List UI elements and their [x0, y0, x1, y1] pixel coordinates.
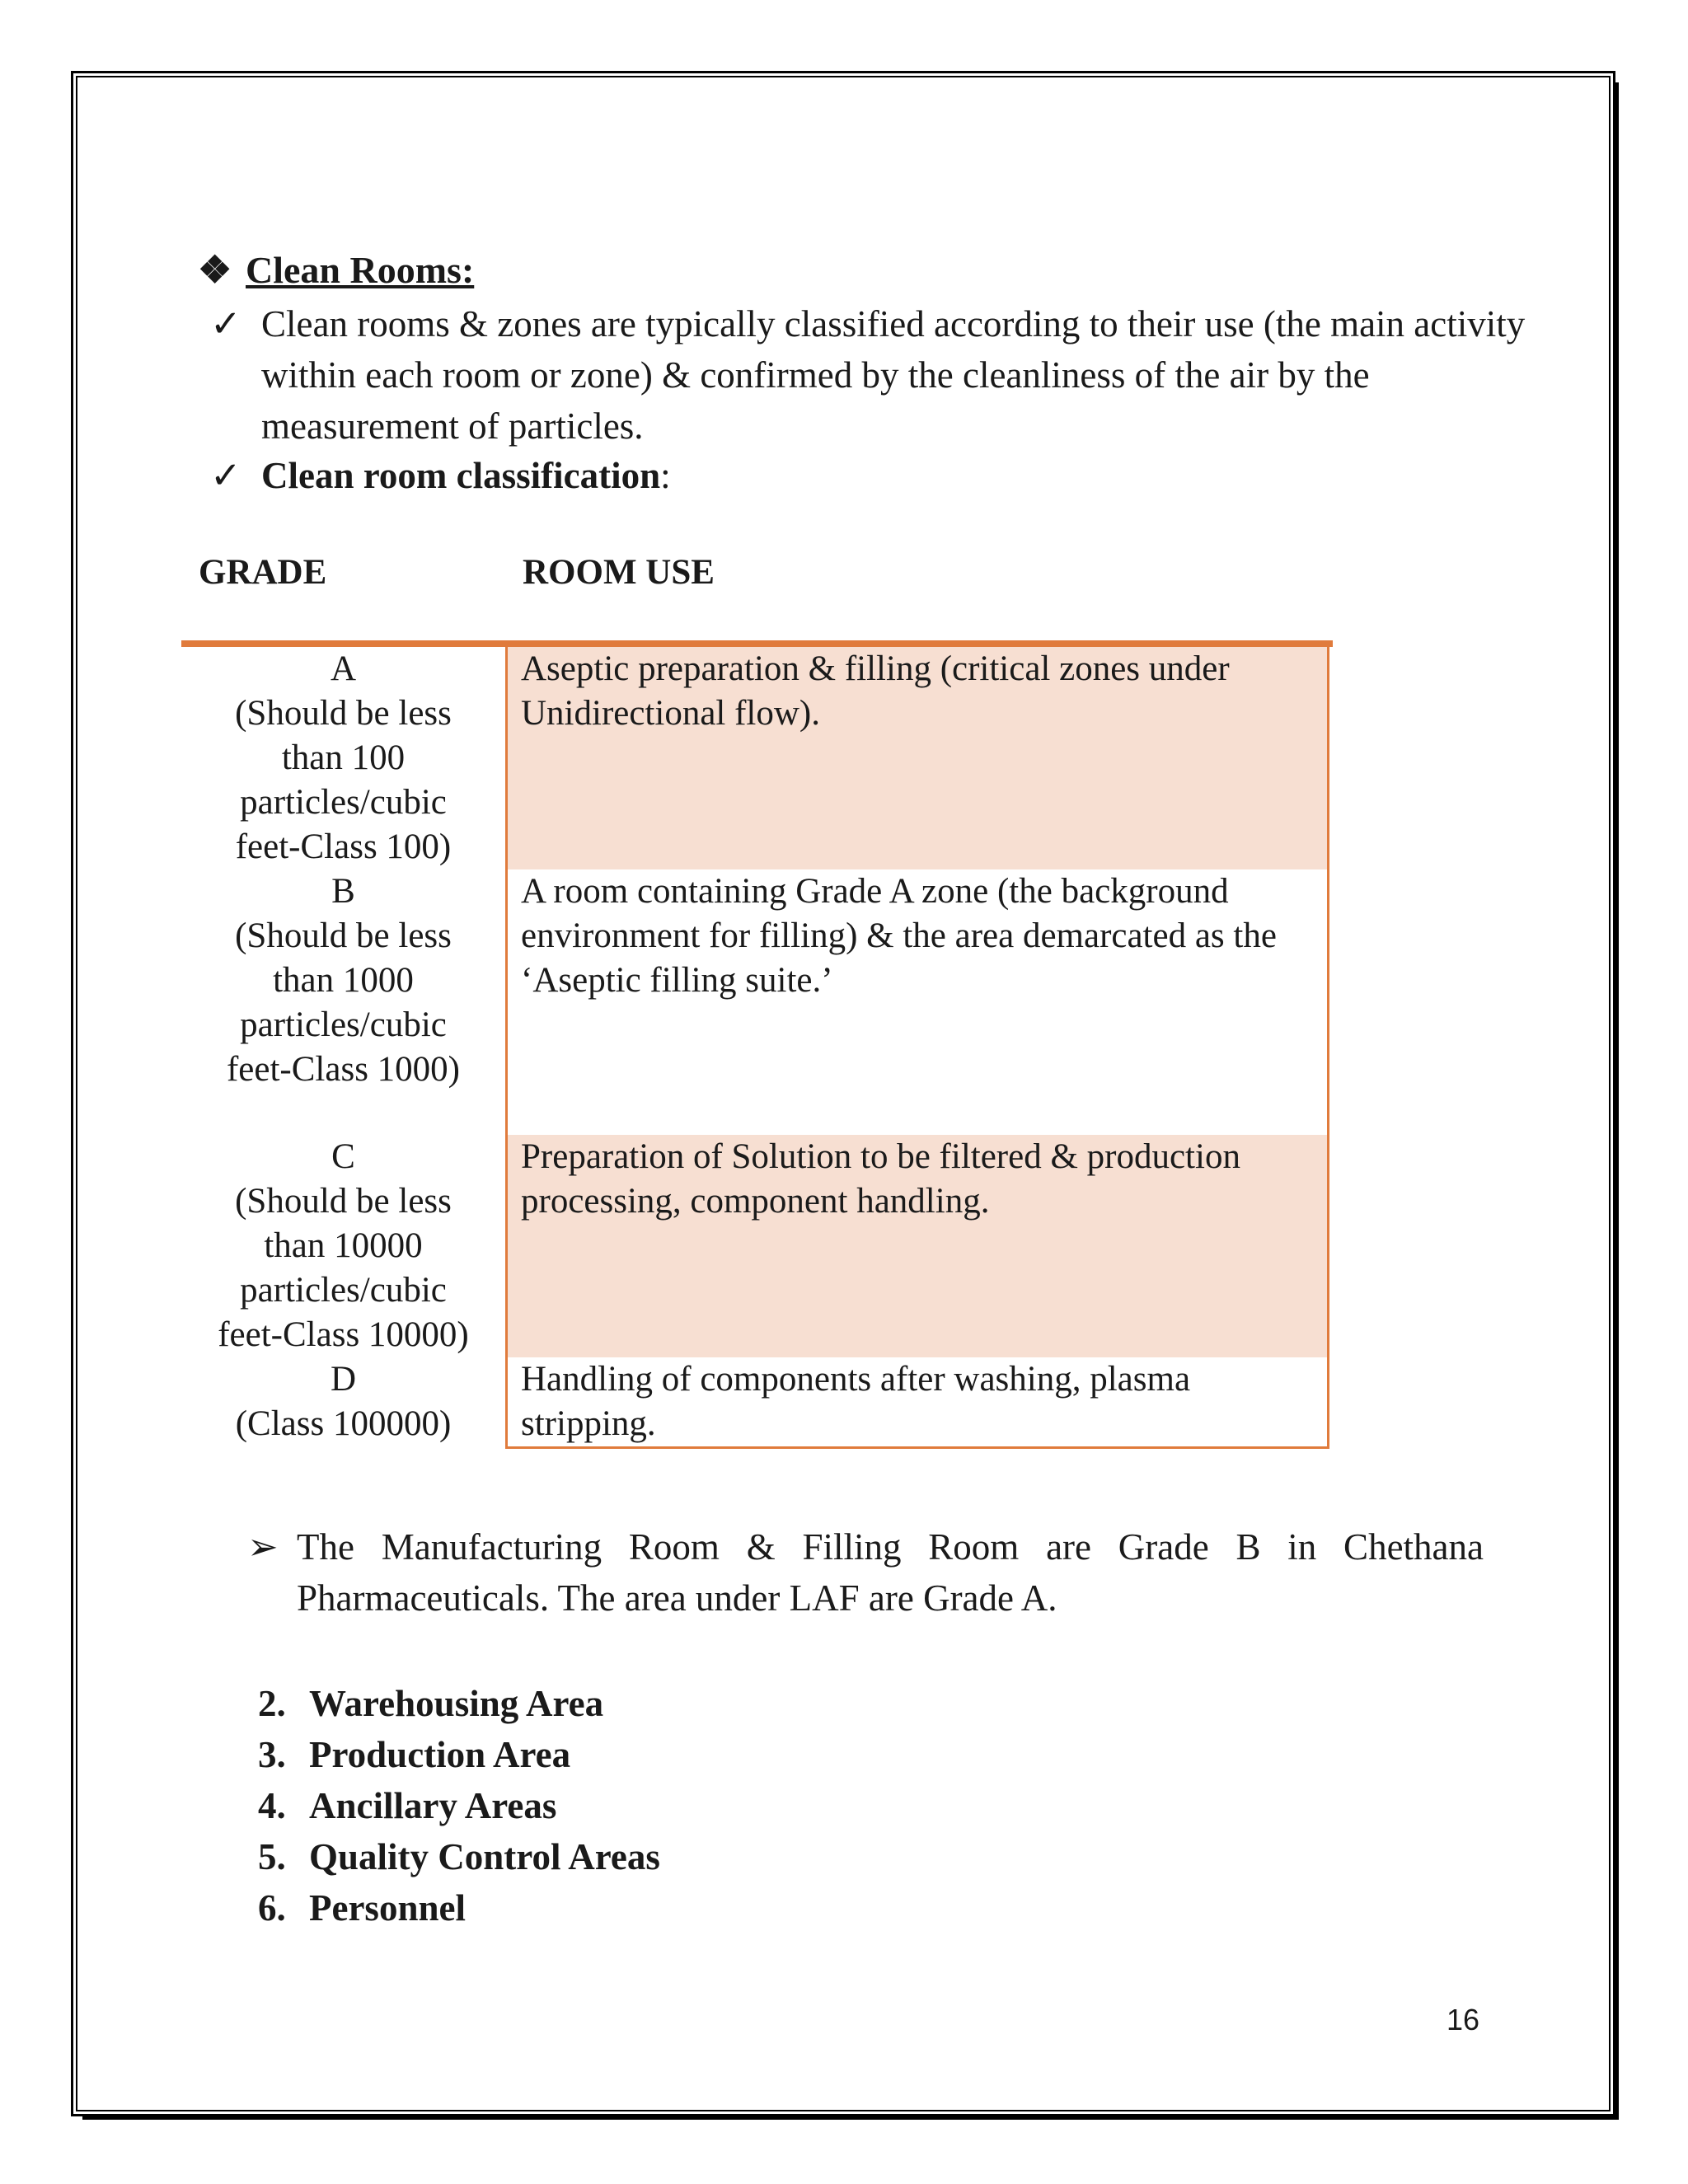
grade-line: (Should be less — [235, 916, 452, 955]
grade-line: feet-Class 10000) — [218, 1315, 469, 1354]
four-diamond-icon: ❖ — [198, 249, 232, 291]
classification-label: Clean room classification — [261, 455, 661, 496]
checkmark-icon: ✓ — [210, 455, 241, 496]
grade-line: A — [330, 649, 357, 688]
column-header-room-use: ROOM USE — [523, 553, 715, 592]
arrowhead-icon: ➢ — [247, 1526, 279, 1568]
check-point-text: Clean rooms & zones are typically classified according to their use (the main activity within each room or zone) & confirmed by the cleanliness of the air by the measurement of particles. — [261, 303, 1526, 447]
list-label: Ancillary Areas — [309, 1785, 557, 1826]
grade-line: particles/cubic — [240, 1271, 447, 1310]
list-number: 4. — [258, 1785, 286, 1826]
grade-cell — [181, 1135, 507, 1357]
list-number: 5. — [258, 1836, 286, 1877]
grade-line: particles/cubic — [240, 1005, 447, 1044]
classification-suffix: : — [660, 455, 671, 496]
list-number: 6. — [258, 1887, 286, 1929]
room-use-cell: Preparation of Solution to be filtered & production processing, component handling. — [507, 1135, 1329, 1357]
grade-cell — [181, 869, 507, 1135]
room-use-cell: A room containing Grade A zone (the background environment for filling) & the area demarcated as the ‘Aseptic filling suite.’ — [507, 869, 1329, 1135]
grade-cell — [181, 647, 507, 869]
grade-line: D — [330, 1360, 357, 1399]
list-item — [258, 1882, 660, 1933]
grade-line: than 10000 — [264, 1226, 423, 1265]
grade-line: than 100 — [281, 738, 406, 777]
grade-line: feet-Class 100) — [235, 827, 452, 866]
grade-line: feet-Class 1000) — [226, 1050, 460, 1089]
column-header-grade: GRADE — [199, 553, 327, 592]
grade-line: particles/cubic — [240, 783, 447, 822]
list-item — [258, 1831, 660, 1882]
note-text: The Manufacturing Room & Filling Room are Grade B in Chethana Pharmaceuticals. The area under LAF are Grade A. — [297, 1526, 1484, 1619]
grade-cell — [181, 1357, 507, 1448]
clean-room-grade-table — [181, 647, 1329, 1449]
check-point-text — [261, 450, 1531, 501]
list-number: 2. — [258, 1683, 286, 1724]
grade-line: (Class 100000) — [235, 1404, 452, 1443]
list-item — [258, 1780, 660, 1831]
room-use-cell: Aseptic preparation & filling (critical zones under Unidirectional flow). — [507, 647, 1329, 869]
table-row — [181, 647, 1329, 869]
table-row — [181, 1357, 1329, 1448]
grade-line: B — [331, 872, 355, 911]
list-item — [258, 1678, 660, 1729]
list-label: Warehousing Area — [309, 1683, 604, 1724]
table-top-rule — [181, 640, 1333, 647]
grade-line: (Should be less — [235, 1182, 452, 1221]
list-label: Quality Control Areas — [309, 1836, 660, 1877]
room-use-cell: Handling of components after washing, plasma stripping. — [507, 1357, 1329, 1448]
page-number: 16 — [1447, 2003, 1480, 2036]
checkmark-icon: ✓ — [210, 303, 241, 344]
numbered-list — [258, 1678, 660, 1933]
table-row — [181, 1135, 1329, 1357]
list-number: 3. — [258, 1734, 286, 1775]
grade-line: (Should be less — [235, 694, 452, 733]
table-row — [181, 869, 1329, 1135]
list-label: Personnel — [309, 1887, 466, 1929]
grade-line: than 1000 — [273, 961, 414, 1000]
section-title: Clean Rooms: — [246, 249, 475, 291]
list-label: Production Area — [309, 1734, 571, 1775]
list-item — [258, 1729, 660, 1780]
section-heading — [198, 247, 474, 292]
grade-line: C — [331, 1137, 355, 1176]
